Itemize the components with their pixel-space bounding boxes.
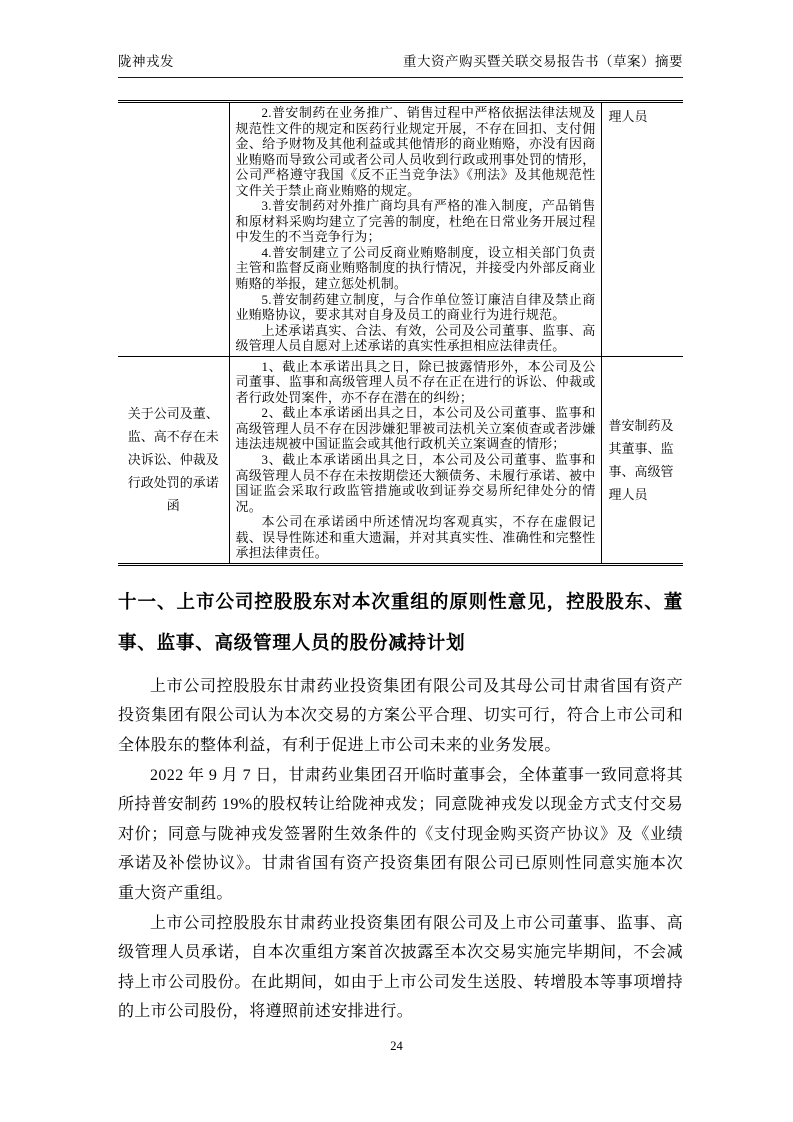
section-heading: 十一、上市公司控股股东对本次重组的原则性意见，控股股东、董事、监事、高级管理人员的股份减持计划 (118, 590, 683, 653)
commitment-paragraph: 上述承诺真实、合法、有效，公司及公司董事、监事、高级管理人员自愿对上述承诺的真实性承担相应法律责任。 (235, 322, 596, 354)
section-body (118, 672, 683, 1027)
commitment-label-cell: 关于公司及董、监、高不存在未决诉讼、仲裁及行政处罚的承诺函 (118, 356, 229, 564)
body-paragraph: 上市公司控股股东甘肃药业投资集团有限公司及上市公司董事、监事、高级管理人员承诺，自本次重组方案首次披露至本次交易实施完毕期间，不会减持上市公司股份。在此期间，如由于上市公司发生送股、转增股本等事项增持的上市公司股份，将遵照前述安排进行。 (118, 914, 683, 1021)
commitment-party-cell: 普安制药及其董事、监事、高级管理人员 (601, 356, 683, 564)
commitment-paragraph: 本公司在承诺函中所述情况均客观真实，不存在虚假记载、误导性陈述和重大遗漏，并对其真实性、准确性和完整性承担法律责任。 (235, 514, 596, 561)
commitment-paragraph: 4.普安制建立了公司反商业贿赂制度，设立相关部门负责主管和监督反商业贿赂制度的执行情况，并接受内外部反商业贿赂的举报，建立惩处机制。 (235, 244, 596, 292)
page-number: 24 (390, 1039, 403, 1053)
body-paragraph: 上市公司控股股东甘肃药业投资集团有限公司及其母公司甘肃省国有资产投资集团有限公司认为本次交易的方案公平合理、切实可行，符合上市公司和全体股东的整体利益，有利于促进上市公司未来的业务发展。 (118, 677, 683, 755)
commitment-paragraph: 1、截止本承诺出具之日，除已披露情形外，本公司及公司董事、监事和高级管理人员不存在正在进行的诉讼、仲裁或者行政处罚案件，亦不存在潜在的纠纷； (235, 358, 596, 405)
commitment-content-cell (229, 102, 601, 357)
commitment-paragraph: 3、截止本承诺函出具之日，本公司及公司董事、监事和高级管理人员不存在未按期偿还大额债务、未履行承诺、被中国证监会采取行政监管措施或收到证券交易所纪律处分的情况。 (235, 452, 596, 514)
table-row (118, 102, 683, 357)
commitment-party-cell: 理人员 (601, 102, 683, 357)
body-paragraph: 2022 年 9 月 7 日，甘肃药业集团召开临时董事会，全体董事一致同意将其所持普安制药 19%的股权转让给陇神戎发；同意陇神戎发以现金方式支付交易对价；同意与陇神戎发签署附生效条件的《支付现金购买资产协议》及《业绩承诺及补偿协议》。甘肃省国有资产投资集团有限公司已原则性同意实施本次重大资产重组。 (118, 766, 683, 903)
commitment-paragraph: 2.普安制药在业务推广、销售过程中严格依据法律法规及规范性文件的规定和医药行业规定开展，不存在回扣、支付佣金、给予财物及其他利益或其他情形的商业贿赂，亦没有因商业贿赂而导致公司或者公司人员收到行政或刑事处罚的情形，公司严格遵守我国《反不正当竞争法》《刑法》及其他规范性文件关于禁止商业贿赂的规定。 (235, 105, 596, 198)
commitment-paragraph: 5.普安制药建立制度，与合作单位签订廉洁自律及禁止商业贿赂协议，要求其对自身及员工的商业行为进行规范。 (235, 291, 596, 323)
table-row (118, 356, 683, 564)
commitment-content-cell (229, 356, 601, 564)
page-header (118, 50, 683, 78)
header-company-name: 陇神戎发 (118, 54, 174, 69)
commitment-label-cell (118, 102, 229, 357)
header-document-title: 重大资产购买暨关联交易报告书（草案）摘要 (403, 54, 683, 69)
commitment-paragraph: 2、截止本承诺函出具之日，本公司及公司董事、监事和高级管理人员不存在因涉嫌犯罪被司法机关立案侦查或者涉嫌违法违规被中国证监会或其他行政机关立案调查的情形； (235, 405, 596, 452)
commitment-paragraph: 3.普安制药对外推广商均具有严格的准入制度，产品销售和原材料采购均建立了完善的制度，杜绝在日常业务开展过程中发生的不当竞争行为； (235, 198, 596, 245)
commitments-table (118, 100, 683, 566)
